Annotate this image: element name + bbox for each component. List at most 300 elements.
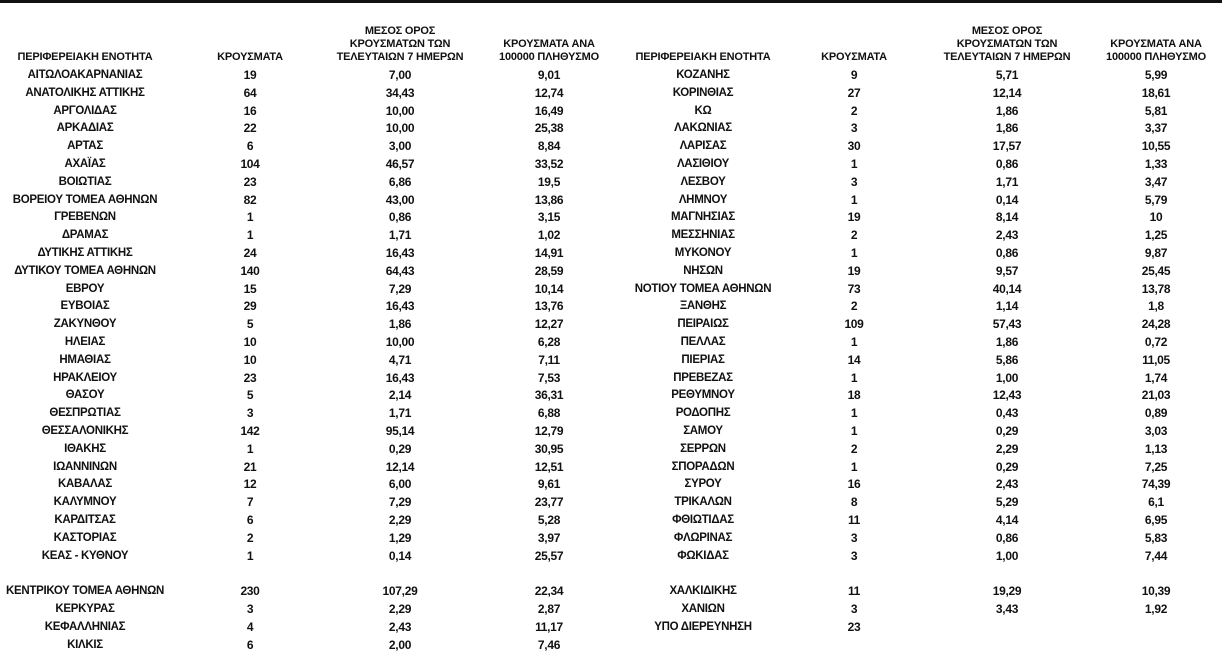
region-cell: ΞΑΝΘΗΣ — [679, 300, 727, 313]
avg7-cell: 107,29 — [382, 584, 418, 599]
header-per100k-right-line2: 100000 ΠΛΗΘΥΣΜΟ — [1106, 51, 1206, 63]
table-row — [612, 262, 1222, 280]
header-avg7-right-line2: ΚΡΟΥΣΜΑΤΩΝ ΤΩΝ — [956, 38, 1058, 50]
per100k-cell: 7,44 — [1144, 548, 1168, 563]
table-row — [0, 404, 612, 422]
per100k-cell: 10 — [1149, 210, 1163, 225]
avg7-cell: 6,86 — [388, 174, 412, 189]
region-cell: ΚΕΝΤΡΙΚΟΥ ΤΟΜΕΑ ΑΘΗΝΩΝ — [6, 585, 164, 598]
table-row — [0, 119, 612, 137]
table-row — [0, 369, 612, 387]
region-cell: ΘΕΣΣΑΛΟΝΙΚΗΣ — [41, 425, 129, 437]
region-cell: ΑΝΑΤΟΛΙΚΗΣ ΑΤΤΙΚΗΣ — [25, 86, 145, 99]
cases-cell: 10 — [243, 335, 257, 349]
avg7-cell: 57,43 — [992, 317, 1022, 332]
cases-cell: 1 — [246, 228, 254, 243]
per100k-cell: 7,25 — [1144, 459, 1168, 474]
header-avg7-line2: ΚΡΟΥΣΜΑΤΩΝ ΤΩΝ — [349, 38, 451, 50]
per100k-cell: 10,55 — [1141, 139, 1171, 154]
per100k-cell: 1,02 — [537, 228, 561, 243]
avg7-cell: 1,86 — [995, 335, 1019, 349]
region-cell: ΤΡΙΚΑΛΩΝ — [674, 496, 732, 509]
table-row — [0, 66, 612, 84]
cases-cell: 29 — [243, 299, 257, 314]
per100k-cell: 25,38 — [534, 121, 564, 136]
table-row — [0, 582, 612, 600]
avg7-cell: 4,14 — [995, 513, 1019, 527]
table-row — [612, 315, 1222, 333]
table-row — [612, 84, 1222, 102]
table-row — [0, 191, 612, 209]
table-row — [0, 315, 612, 333]
avg7-cell: 8,14 — [995, 210, 1019, 225]
table-row — [0, 351, 612, 369]
avg7-cell: 2,43 — [388, 619, 412, 634]
avg7-cell: 1,86 — [388, 317, 412, 332]
cases-cell: 1 — [246, 441, 254, 456]
cases-cell: 19 — [243, 68, 257, 82]
per100k-cell: 5,79 — [1144, 192, 1168, 207]
avg7-cell: 17,57 — [992, 139, 1022, 154]
region-cell: ΗΛΕΙΑΣ — [64, 336, 106, 348]
region-cell: ΑΡΤΑΣ — [67, 140, 103, 153]
per100k-cell: 33,52 — [534, 157, 564, 171]
region-cell: ΠΙΕΡΙΑΣ — [681, 353, 725, 366]
cases-cell: 18 — [847, 388, 861, 403]
avg7-cell: 0,86 — [995, 530, 1019, 545]
per100k-cell: 11,05 — [1142, 352, 1170, 367]
cases-cell: 3 — [850, 602, 858, 616]
avg7-cell: 46,57 — [385, 157, 415, 171]
header-avg7-line1: ΜΕΣΟΣ ΟΡΟΣ — [364, 25, 436, 37]
header-avg7-right-line3: ΤΕΛΕΥΤΑΙΩΝ 7 ΗΜΕΡΩΝ — [943, 51, 1071, 63]
cases-cell: 4 — [246, 619, 254, 634]
region-cell: ΛΑΡΙΣΑΣ — [679, 140, 727, 153]
cases-cell: 3 — [850, 121, 858, 136]
avg7-cell: 12,43 — [992, 388, 1022, 403]
region-cell: ΚΕΑΣ - ΚΥΘΝΟΥ — [41, 549, 129, 562]
avg7-cell: 1,00 — [995, 370, 1019, 385]
cases-cell: 73 — [847, 281, 861, 296]
region-cell: ΕΥΒΟΙΑΣ — [60, 300, 110, 313]
cases-cell: 1 — [850, 459, 858, 474]
per100k-cell: 30,95 — [534, 441, 564, 456]
avg7-cell: 40,14 — [992, 281, 1022, 296]
region-cell — [0, 564, 170, 582]
region-cell: ΒΟΡΕΙΟΥ ΤΟΜΕΑ ΑΘΗΝΩΝ — [12, 193, 158, 206]
header-avg7-right-line1: ΜΕΣΟΣ ΟΡΟΣ — [971, 25, 1043, 37]
per100k-cell: 11,17 — [535, 619, 563, 634]
region-cell: ΠΡΕΒΕΖΑΣ — [673, 371, 733, 384]
cases-cell — [198, 564, 302, 582]
region-cell: ΚΙΛΚΙΣ — [67, 638, 103, 651]
cases-cell: 1 — [850, 424, 858, 438]
header-cases-label: ΚΡΟΥΣΜΑΤΑ — [217, 51, 283, 63]
table-row — [0, 564, 612, 582]
avg7-cell: 2,14 — [388, 388, 412, 403]
table-row — [0, 208, 612, 226]
table-row — [0, 155, 612, 173]
cases-cell: 21 — [243, 459, 257, 474]
top-border — [0, 0, 1222, 3]
per100k-cell — [1092, 618, 1220, 636]
cases-cell: 23 — [243, 370, 257, 385]
avg7-cell: 1,86 — [995, 103, 1019, 118]
header-avg7-line3: ΤΕΛΕΥΤΑΙΩΝ 7 ΗΜΕΡΩΝ — [336, 51, 464, 63]
avg7-cell: 2,29 — [995, 441, 1019, 456]
cases-cell: 30 — [847, 139, 861, 154]
table-row — [0, 618, 612, 636]
cases-cell: 2 — [850, 441, 858, 456]
table-row — [612, 351, 1222, 369]
cases-cell: 5 — [246, 317, 254, 332]
avg7-cell: 0,29 — [995, 424, 1019, 438]
per100k-cell: 0,89 — [1144, 406, 1168, 421]
avg7-cell: 7,29 — [388, 495, 412, 510]
per100k-cell: 25,45 — [1141, 263, 1171, 278]
per100k-cell: 9,01 — [537, 68, 561, 82]
cases-cell: 2 — [850, 299, 858, 314]
per100k-cell: 16,49 — [534, 103, 564, 118]
header-region — [0, 14, 170, 64]
per100k-cell: 1,25 — [1144, 228, 1168, 243]
table-row — [0, 244, 612, 262]
avg7-cell: 16,43 — [385, 370, 415, 385]
table-row — [0, 262, 612, 280]
cases-cell: 1 — [850, 192, 858, 207]
avg7-cell: 95,14 — [385, 424, 415, 438]
region-cell: ΔΥΤΙΚΗΣ ΑΤΤΙΚΗΣ — [37, 247, 133, 259]
region-cell: ΣΥΡΟΥ — [684, 478, 722, 491]
cases-cell: 3 — [246, 406, 254, 421]
region-cell: ΚΕΦΑΛΛΗΝΙΑΣ — [44, 620, 126, 633]
cases-cell: 27 — [847, 85, 861, 100]
region-cell: ΑΧΑΪΑΣ — [64, 158, 106, 170]
table-row — [0, 226, 612, 244]
region-cell: ΝΟΤΙΟΥ ΤΟΜΕΑ ΑΘΗΝΩΝ — [634, 282, 772, 295]
table-row — [0, 475, 612, 493]
table-row — [612, 173, 1222, 191]
avg7-cell: 5,86 — [995, 352, 1019, 367]
table-row — [612, 191, 1222, 209]
per100k-cell: 24,28 — [1141, 317, 1171, 332]
table-row — [612, 119, 1222, 137]
per100k-cell: 1,33 — [1144, 157, 1168, 171]
table-row — [612, 66, 1222, 84]
per100k-cell: 12,27 — [534, 317, 564, 332]
cases-cell: 22 — [243, 121, 257, 136]
per100k-cell: 1,74 — [1144, 370, 1168, 385]
region-cell: ΑΡΚΑΔΙΑΣ — [56, 122, 114, 135]
cases-cell: 1 — [850, 406, 858, 421]
cases-cell: 6 — [246, 513, 254, 527]
avg7-cell: 19,29 — [992, 584, 1022, 599]
region-cell: ΚΟΡΙΝΘΙΑΣ — [672, 86, 734, 99]
cases-cell: 6 — [246, 139, 254, 154]
per100k-cell: 9,87 — [1144, 246, 1168, 260]
region-cell: ΓΡΕΒΕΝΩΝ — [54, 211, 116, 224]
cases-cell: 1 — [850, 370, 858, 385]
region-cell: ΚΑΛΥΜΝΟΥ — [53, 496, 117, 509]
per100k-cell: 13,86 — [534, 192, 564, 207]
per100k-cell: 5,28 — [537, 513, 561, 527]
table-row — [612, 564, 1222, 582]
avg7-cell: 10,00 — [385, 121, 415, 136]
avg7-cell — [926, 564, 1088, 582]
region-cell: ΡΕΘΥΜΝΟΥ — [671, 389, 735, 402]
region-cell: ΕΒΡΟΥ — [65, 282, 105, 295]
region-cell: ΡΟΔΟΠΗΣ — [675, 407, 731, 420]
table-row — [612, 208, 1222, 226]
region-cell: ΖΑΚΥΝΘΟΥ — [53, 318, 117, 331]
table-row — [612, 155, 1222, 173]
avg7-cell: 64,43 — [385, 263, 415, 278]
cases-cell: 2 — [850, 228, 858, 243]
region-cell: ΣΕΡΡΩΝ — [680, 442, 726, 455]
avg7-cell — [926, 618, 1088, 636]
per100k-cell — [1092, 564, 1220, 582]
avg7-cell: 5,71 — [995, 68, 1019, 82]
region-cell: ΧΑΛΚΙΔΙΚΗΣ — [669, 585, 737, 598]
region-cell: ΙΘΑΚΗΣ — [64, 442, 106, 455]
table-row — [612, 422, 1222, 440]
table-row — [0, 529, 612, 547]
cases-cell: 64 — [243, 85, 257, 100]
table-row — [612, 386, 1222, 404]
cases-cell: 3 — [850, 548, 858, 563]
cases-cell: 1 — [850, 246, 858, 260]
avg7-cell: 16,43 — [385, 246, 415, 260]
avg7-cell: 1,71 — [388, 228, 412, 243]
region-cell: ΣΑΜΟΥ — [683, 425, 723, 437]
per100k-cell: 74,39 — [1141, 477, 1171, 492]
avg7-cell: 2,29 — [388, 602, 412, 616]
region-cell: ΜΕΣΣΗΝΙΑΣ — [671, 229, 735, 242]
table-row — [0, 333, 612, 351]
per100k-cell: 8,84 — [537, 139, 561, 154]
table-row — [0, 493, 612, 511]
avg7-cell: 0,14 — [388, 548, 412, 563]
region-cell: ΛΕΣΒΟΥ — [680, 175, 726, 188]
per100k-cell: 9,61 — [537, 477, 561, 492]
region-cell: ΦΩΚΙΔΑΣ — [677, 549, 729, 562]
cases-cell: 3 — [246, 602, 254, 616]
avg7-cell: 3,00 — [388, 139, 412, 154]
per100k-cell: 12,79 — [534, 424, 564, 438]
avg7-cell: 2,29 — [388, 513, 412, 527]
per100k-cell: 12,51 — [534, 459, 564, 474]
avg7-cell: 1,86 — [995, 121, 1019, 136]
cases-cell: 142 — [240, 424, 260, 438]
region-cell: ΘΕΣΠΡΩΤΙΑΣ — [49, 407, 121, 420]
per100k-cell: 19,5 — [537, 174, 561, 189]
avg7-cell: 1,71 — [388, 406, 412, 421]
cases-cell: 23 — [847, 619, 861, 634]
table-row — [612, 244, 1222, 262]
table-row — [612, 529, 1222, 547]
region-cell: ΝΗΣΩΝ — [683, 264, 723, 277]
table-row — [612, 440, 1222, 458]
region-cell: ΧΑΝΙΩΝ — [681, 603, 725, 615]
table-row — [0, 458, 612, 476]
table-row — [0, 600, 612, 618]
per100k-cell: 13,76 — [534, 299, 564, 314]
per100k-cell: 10,39 — [1141, 584, 1171, 599]
header-region-label: ΠΕΡΙΦΕΡΕΙΑΚΗ ΕΝΟΤΗΤΑ — [17, 51, 153, 63]
cases-cell: 14 — [847, 352, 861, 367]
per100k-cell: 0,72 — [1144, 335, 1168, 349]
table-row — [0, 440, 612, 458]
region-cell: ΗΡΑΚΛΕΙΟΥ — [53, 371, 117, 384]
table-row — [612, 102, 1222, 120]
avg7-cell: 7,29 — [388, 281, 412, 296]
avg7-cell: 0,29 — [388, 441, 412, 456]
avg7-cell: 0,29 — [995, 459, 1019, 474]
header-per100k-right-line1: ΚΡΟΥΣΜΑΤΑ ΑΝΑ — [1110, 38, 1202, 50]
cases-cell: 3 — [850, 530, 858, 545]
header-per100k-right — [1092, 14, 1220, 64]
per100k-cell: 7,53 — [537, 370, 561, 385]
per100k-cell: 6,28 — [537, 335, 561, 349]
cases-cell: 8 — [850, 495, 858, 510]
per100k-cell: 28,59 — [534, 263, 564, 278]
avg7-cell: 0,86 — [995, 157, 1019, 171]
table-row — [612, 226, 1222, 244]
avg7-cell: 2,43 — [995, 477, 1019, 492]
avg7-cell: 5,29 — [995, 495, 1019, 510]
cases-cell: 19 — [847, 263, 861, 278]
avg7-cell: 1,00 — [995, 548, 1019, 563]
cases-cell: 1 — [850, 157, 858, 171]
per100k-cell: 7,11 — [538, 352, 560, 367]
per100k-cell: 6,88 — [537, 406, 561, 421]
region-cell: ΠΕΙΡΑΙΩΣ — [677, 318, 729, 331]
region-cell: ΗΜΑΘΙΑΣ — [59, 353, 111, 366]
table-row — [612, 458, 1222, 476]
avg7-cell: 0,86 — [388, 210, 412, 225]
header-per100k-line1: ΚΡΟΥΣΜΑΤΑ ΑΝΑ — [503, 38, 595, 50]
cases-cell: 10 — [243, 352, 257, 367]
per100k-cell: 25,57 — [534, 548, 564, 563]
table-row — [0, 386, 612, 404]
region-cell: ΘΑΣΟΥ — [65, 389, 105, 402]
region-cell: ΛΑΚΩΝΙΑΣ — [674, 122, 732, 135]
region-cell: ΑΙΤΩΛΟΑΚΑΡΝΑΝΙΑΣ — [27, 69, 143, 81]
table-row — [612, 369, 1222, 387]
table-row — [612, 475, 1222, 493]
per100k-cell: 6,1 — [1148, 495, 1164, 510]
header-cases-right-label: ΚΡΟΥΣΜΑΤΑ — [821, 51, 887, 63]
cases-cell: 2 — [246, 530, 254, 545]
region-cell: ΚΕΡΚΥΡΑΣ — [55, 603, 115, 615]
avg7-cell: 3,43 — [995, 602, 1019, 616]
region-cell: ΚΑΒΑΛΑΣ — [58, 478, 112, 491]
per100k-cell: 23,77 — [534, 495, 564, 510]
region-cell: ΦΘΙΩΤΙΔΑΣ — [672, 514, 734, 526]
region-cell: ΜΑΓΝΗΣΙΑΣ — [670, 211, 735, 224]
table-row — [612, 618, 1222, 636]
table-row — [0, 102, 612, 120]
region-cell: ΔΡΑΜΑΣ — [61, 229, 109, 242]
table-row — [612, 137, 1222, 155]
table-row — [612, 280, 1222, 298]
per100k-cell: 1,13 — [1144, 441, 1168, 456]
cases-cell: 3 — [850, 174, 858, 189]
region-cell: ΒΟΙΩΤΙΑΣ — [58, 175, 112, 188]
avg7-cell: 9,57 — [995, 263, 1019, 278]
per100k-cell: 7,46 — [537, 637, 561, 652]
cases-cell: 104 — [240, 157, 260, 171]
avg7-cell: 4,71 — [388, 352, 412, 367]
per100k-cell: 22,34 — [534, 584, 564, 599]
cases-cell: 23 — [243, 174, 257, 189]
per100k-cell: 10,14 — [534, 281, 564, 296]
cases-cell: 16 — [847, 477, 861, 492]
per100k-cell: 2,87 — [537, 602, 561, 616]
cases-cell: 15 — [243, 281, 257, 296]
region-cell — [618, 564, 788, 582]
per100k-cell: 5,99 — [1144, 68, 1168, 82]
avg7-cell: 0,86 — [995, 246, 1019, 260]
table-row — [0, 280, 612, 298]
header-cases — [198, 14, 302, 64]
avg7-cell: 12,14 — [385, 459, 415, 474]
avg7-cell: 1,29 — [388, 530, 412, 545]
region-cell: ΠΕΛΛΑΣ — [680, 336, 726, 348]
cases-cell: 1 — [246, 210, 254, 225]
region-cell: ΦΛΩΡΙΝΑΣ — [673, 531, 733, 544]
cases-cell: 9 — [850, 68, 858, 82]
region-cell: ΚΑΣΤΟΡΙΑΣ — [53, 531, 117, 544]
table-row — [612, 547, 1222, 565]
cases-cell: 109 — [844, 317, 864, 332]
per100k-cell: 3,37 — [1144, 121, 1168, 136]
per100k-cell: 1,92 — [1144, 602, 1168, 616]
cases-cell: 24 — [243, 246, 257, 260]
per100k-cell: 14,91 — [534, 246, 564, 260]
header-per100k — [488, 14, 610, 64]
region-cell: ΔΥΤΙΚΟΥ ΤΟΜΕΑ ΑΘΗΝΩΝ — [14, 264, 156, 277]
table-row — [612, 582, 1222, 600]
avg7-cell: 12,14 — [992, 85, 1022, 100]
avg7-cell: 10,00 — [385, 103, 415, 118]
avg7-cell: 2,00 — [388, 637, 412, 652]
per100k-cell: 12,74 — [534, 85, 564, 100]
avg7-cell: 10,00 — [385, 335, 415, 349]
per100k-cell: 3,15 — [537, 210, 561, 225]
table-row — [0, 511, 612, 529]
region-cell: ΚΑΡΔΙΤΣΑΣ — [54, 514, 116, 526]
table-row — [0, 84, 612, 102]
cases-cell — [804, 564, 904, 582]
cases-cell: 230 — [240, 584, 260, 599]
header-region-right — [618, 14, 788, 64]
region-cell: ΑΡΓΟΛΙΔΑΣ — [53, 104, 117, 117]
header-cases-right — [804, 14, 904, 64]
cases-cell: 5 — [246, 388, 254, 403]
header-avg7 — [318, 14, 482, 64]
region-cell: ΜΥΚΟΝΟΥ — [674, 247, 732, 259]
region-cell: ΥΠΟ ΔΙΕΡΕΥΝΗΣΗ — [654, 620, 752, 633]
avg7-cell: 0,14 — [995, 192, 1019, 207]
table-row — [612, 600, 1222, 618]
per100k-cell — [488, 564, 610, 582]
header-avg7-right — [926, 14, 1088, 64]
per100k-cell: 6,95 — [1144, 513, 1168, 527]
table-row — [0, 173, 612, 191]
avg7-cell: 7,00 — [388, 68, 412, 82]
header-region-right-label: ΠΕΡΙΦΕΡΕΙΑΚΗ ΕΝΟΤΗΤΑ — [635, 51, 771, 63]
